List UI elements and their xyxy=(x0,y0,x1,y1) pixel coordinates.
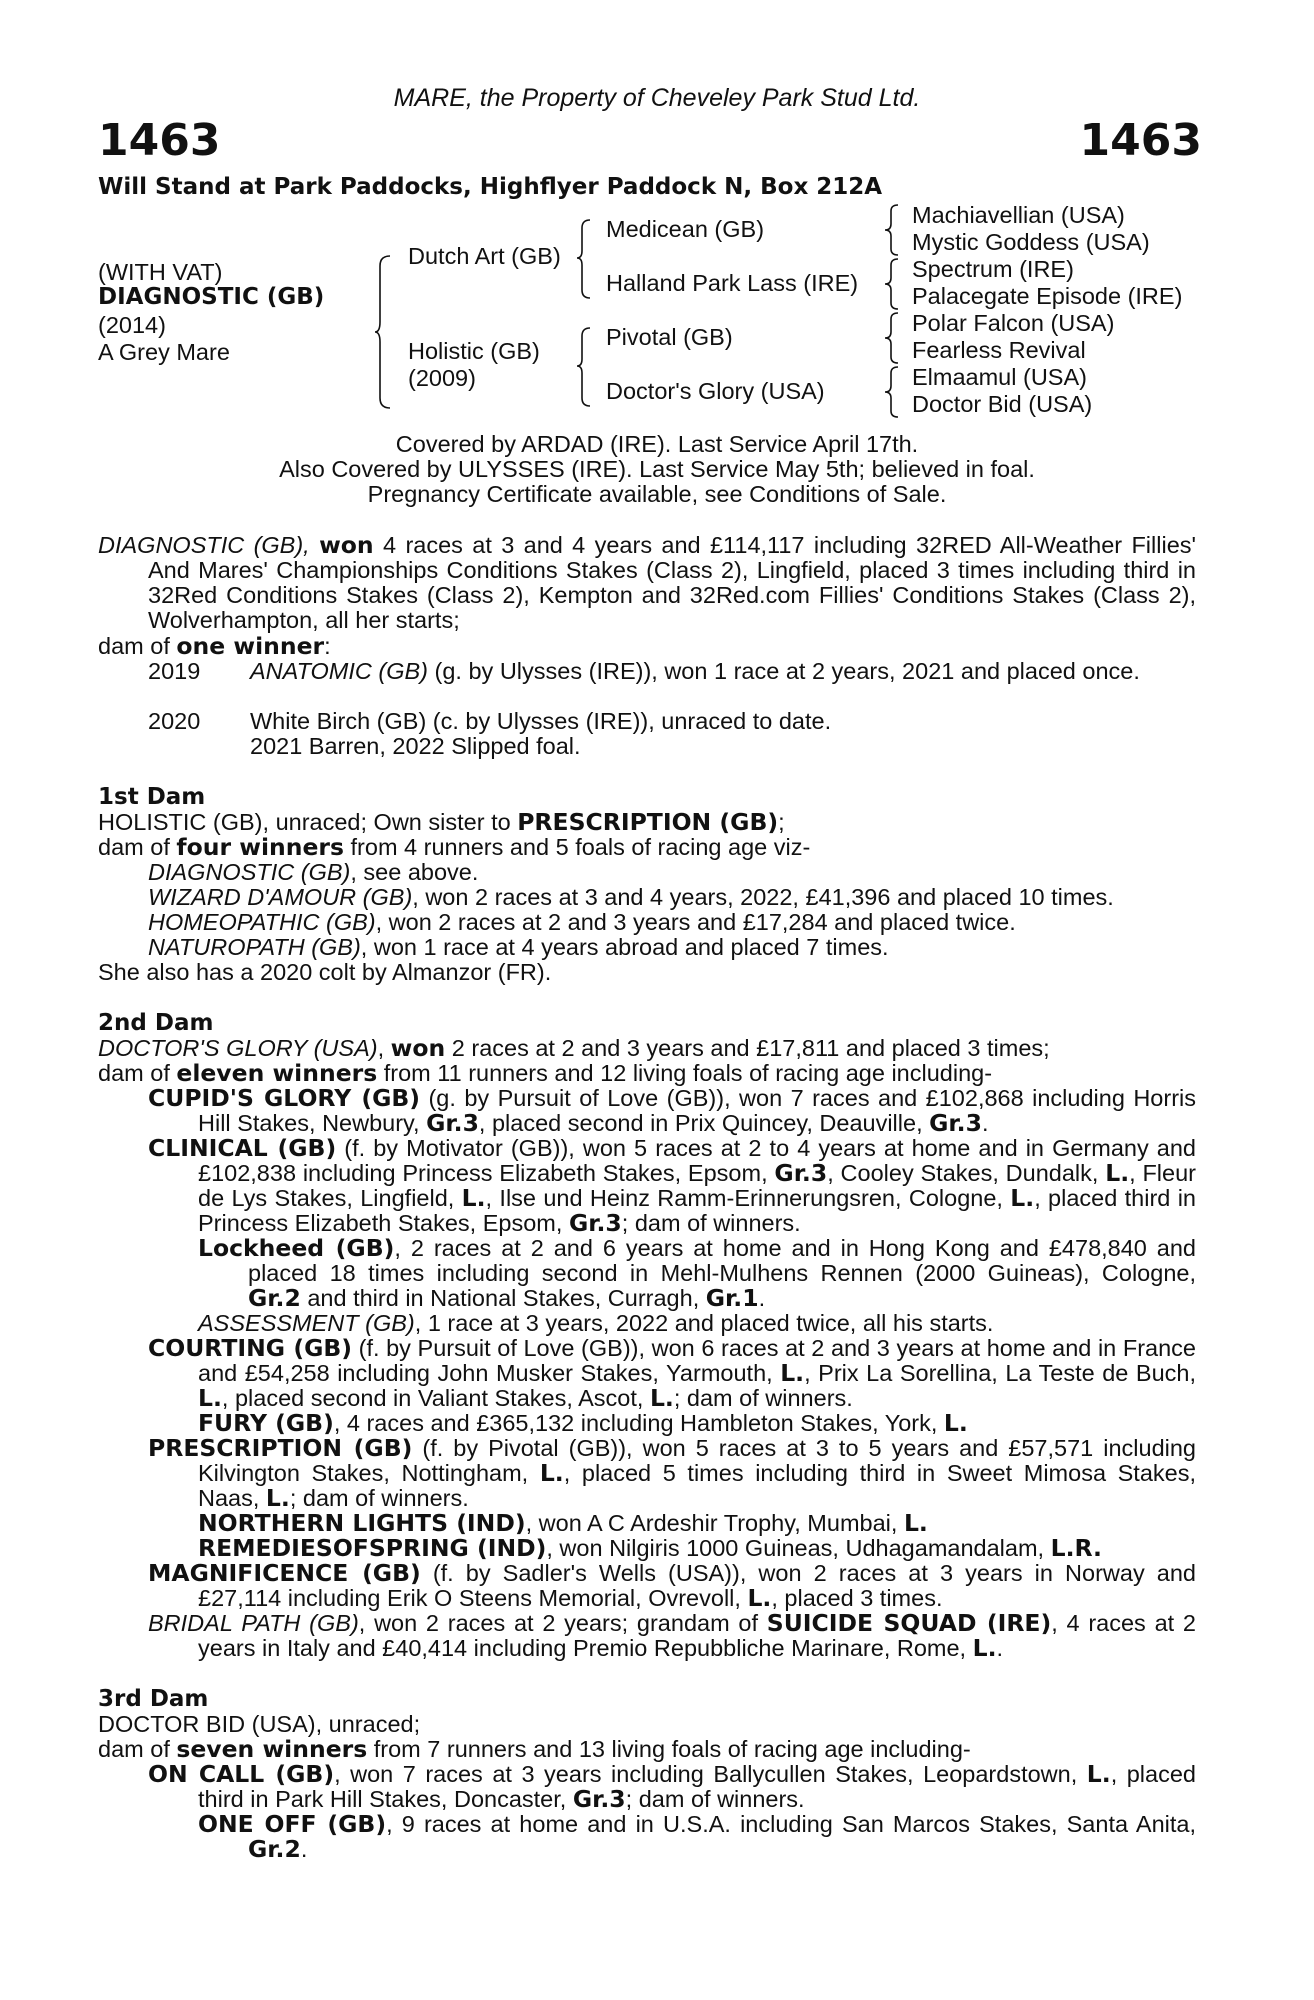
sire-name: Dutch Art (GB) xyxy=(408,243,561,269)
cupids-glory-entry: CUPID'S GLORY (GB) (g. by Pursuit of Love (GB)), won 7 races and £102,868 including Horris Hill Stakes, Newbury, Gr.3, placed second in Prix Quincey, Deauville, Gr.3. xyxy=(148,1084,1196,1137)
sire-dam: Halland Park Lass (IRE) xyxy=(606,270,859,296)
first-dam-offspring-2: WIZARD D'AMOUR (GB), won 2 races at 3 and 4 years, 2022, £41,396 and placed 10 times. xyxy=(148,884,1114,910)
horse-description: A Grey Mare xyxy=(98,339,230,365)
pedigree-sss: Machiavellian (USA) xyxy=(912,202,1125,228)
pedigree-dss: Polar Falcon (USA) xyxy=(912,310,1115,336)
first-dam-also: She also has a 2020 colt by Almanzor (FR). xyxy=(98,959,552,985)
produce-year-2020: 2020 xyxy=(148,708,201,734)
courting-entry: COURTING (GB) (f. by Pursuit of Love (GB)), won 6 races at 2 and 3 years at home and in France and £54,258 including John Musker Stakes, Yarmouth, L., Prix La Sorellina, La Teste de Buch, L., placed second in Valiant Stakes, Ascot, L.; dam of winners. xyxy=(148,1334,1196,1412)
dam-name: Holistic (GB) xyxy=(408,338,540,364)
pedigree-brace-sd xyxy=(884,257,900,311)
produce-year-2019: 2019 xyxy=(148,658,201,684)
lockheed-entry: Lockheed (GB), 2 races at 2 and 6 years at home and in Hong Kong and £478,840 and placed 18 times including second in Mehl-Mulhens Rennen (2000 Guineas), Cologne, Gr.2 and third in National Stakes, Curragh, Gr.1. xyxy=(198,1234,1197,1312)
pedigree-sdd: Palacegate Episode (IRE) xyxy=(912,283,1183,309)
first-dam-heading: 1st Dam xyxy=(98,784,206,810)
covering-line-2: Also Covered by ULYSSES (IRE). Last Service May 5th; believed in foal. xyxy=(279,456,1035,482)
pedigree-ddd: Doctor Bid (USA) xyxy=(912,391,1093,417)
pedigree-brace-dam xyxy=(576,326,592,408)
pedigree-brace-ss xyxy=(884,203,900,257)
page-title: MARE, the Property of Cheveley Park Stud Ltd. xyxy=(393,84,921,112)
on-call-entry: ON CALL (GB), won 7 races at 3 years including Ballycullen Stakes, Leopardstown, L., placed third in Park Hill Stakes, Doncaster, Gr.3; dam of winners. xyxy=(148,1760,1196,1813)
dam-sire: Pivotal (GB) xyxy=(606,324,733,350)
third-dam-line-1: DOCTOR BID (USA), unraced; xyxy=(98,1711,421,1737)
first-dam-line-2: dam of four winners from 4 runners and 5 foals of racing age viz- xyxy=(98,833,811,861)
first-dam-offspring-1: DIAGNOSTIC (GB), see above. xyxy=(148,859,479,885)
produce-2019: ANATOMIC (GB) (g. by Ulysses (IRE)), won 1 race at 2 years, 2021 and placed once. xyxy=(250,658,1140,684)
stand-location: Will Stand at Park Paddocks, Highflyer Paddock N, Box 212A xyxy=(98,174,883,200)
pedigree-brace-main xyxy=(374,254,394,410)
horse-name: DIAGNOSTIC (GB) xyxy=(98,284,325,310)
mare-produce-intro: dam of one winner: xyxy=(98,632,331,660)
sire-sire: Medicean (GB) xyxy=(606,216,765,242)
pedigree-brace-ds xyxy=(884,311,900,365)
assessment-entry: ASSESSMENT (GB), 1 race at 3 years, 2022 and placed twice, all his starts. xyxy=(198,1310,994,1336)
horse-year: (2014) xyxy=(98,312,166,338)
fury-entry: FURY (GB), 4 races and £365,132 including Hambleton Stakes, York, L. xyxy=(198,1409,968,1437)
lot-number-left: 1463 xyxy=(98,115,221,166)
first-dam-line-1: HOLISTIC (GB), unraced; Own sister to PRESCRIPTION (GB); xyxy=(98,808,785,836)
pedigree-brace-dd xyxy=(884,365,900,419)
first-dam-offspring-3: HOMEOPATHIC (GB), won 2 races at 2 and 3 years and £17,284 and placed twice. xyxy=(148,909,1016,935)
produce-2020: White Birch (GB) (c. by Ulysses (IRE)), unraced to date. xyxy=(250,708,832,734)
pedigree-dds: Elmaamul (USA) xyxy=(912,364,1087,390)
lot-number-right: 1463 xyxy=(1079,115,1202,166)
covering-line-3: Pregnancy Certificate available, see Conditions of Sale. xyxy=(367,481,947,507)
clinical-entry: CLINICAL (GB) (f. by Motivator (GB)), won 5 races at 2 to 4 years at home and in Germany and £102,838 including Princess Elizabeth Stakes, Epsom, Gr.3, Cooley Stakes, Dundalk, L., Fleur de Lys Stakes, Lingfield, L., Ilse und Heinz Ramm-Erinnerungsren, Cologne, L., placed third in Princess Elizabeth Stakes, Epsom, Gr.3; dam of winners. xyxy=(148,1134,1196,1237)
mare-race-record: DIAGNOSTIC (GB), won 4 races at 3 and 4 years and £114,117 including 32RED All-Weather Fillies' And Mares' Championships Conditions Stakes (Class 2), Lingfield, placed 3 times including third in 32Red Conditions Stakes (Class 2), Kempton and 32Red.com Fillies' Conditions Stakes (Class 2), Wolverhampton, all her starts; xyxy=(98,531,1196,633)
second-dam-line-2: dam of eleven winners from 11 runners and 12 living foals of racing age including- xyxy=(98,1059,993,1087)
second-dam-heading: 2nd Dam xyxy=(98,1010,214,1036)
one-off-entry: ONE OFF (GB), 9 races at home and in U.S.A. including San Marcos Stakes, Santa Anita, Gr.2. xyxy=(198,1810,1196,1863)
prescription-entry: PRESCRIPTION (GB) (f. by Pivotal (GB)), won 5 races at 3 to 5 years and £57,571 including Kilvington Stakes, Nottingham, L., placed 5 times including third in Sweet Mimosa Stakes, Naas, L.; dam of winners. xyxy=(148,1434,1197,1512)
northern-lights-entry: NORTHERN LIGHTS (IND), won A C Ardeshir Trophy, Mumbai, L. xyxy=(198,1509,928,1537)
pedigree-sds: Spectrum (IRE) xyxy=(912,256,1074,282)
produce-2021-2022: 2021 Barren, 2022 Slipped foal. xyxy=(250,733,581,759)
third-dam-heading: 3rd Dam xyxy=(98,1686,209,1712)
dam-year: (2009) xyxy=(408,365,476,391)
pedigree-ssd: Mystic Goddess (USA) xyxy=(912,229,1150,255)
covering-line-1: Covered by ARDAD (IRE). Last Service April 17th. xyxy=(395,431,919,457)
second-dam-line-1: DOCTOR'S GLORY (USA), won 2 races at 2 and 3 years and £17,811 and placed 3 times; xyxy=(98,1034,1050,1062)
remediesofspring-entry: REMEDIESOFSPRING (IND), won Nilgiris 1000 Guineas, Udhagamandalam, L.R. xyxy=(198,1534,1102,1562)
third-dam-line-2: dam of seven winners from 7 runners and 13 living foals of racing age including- xyxy=(98,1735,971,1763)
pedigree-dsd: Fearless Revival xyxy=(912,337,1086,363)
first-dam-offspring-4: NATUROPATH (GB), won 1 race at 4 years abroad and placed 7 times. xyxy=(148,934,889,960)
pedigree-brace-sire xyxy=(576,218,592,300)
vat-note: (WITH VAT) xyxy=(98,259,223,285)
dam-dam: Doctor's Glory (USA) xyxy=(606,378,825,404)
magnificence-entry: MAGNIFICENCE (GB) (f. by Sadler's Wells (USA)), won 2 races at 3 years in Norway and £27,114 including Erik O Steens Memorial, Ovrevoll, L., placed 3 times. xyxy=(148,1559,1196,1612)
bridal-path-entry: BRIDAL PATH (GB), won 2 races at 2 years; grandam of SUICIDE SQUAD (IRE), 4 races at 2 years in Italy and £40,414 including Premio Repubbliche Marinare, Rome, L.. xyxy=(148,1609,1196,1662)
